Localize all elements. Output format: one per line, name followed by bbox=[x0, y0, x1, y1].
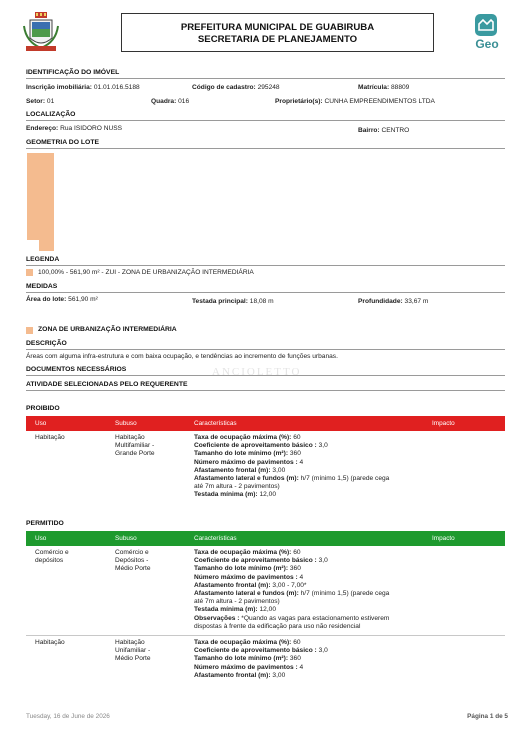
characteristic-line bbox=[194, 615, 424, 623]
characteristic-label: Coeficiente de aproveitamento básico : bbox=[194, 557, 317, 565]
characteristic-value: *Quando as vagas para estacionamento estiverem bbox=[241, 614, 390, 622]
cell-caracteristicas bbox=[194, 434, 424, 500]
characteristic-label: Tamanho do lote mínimo (m²): bbox=[194, 565, 289, 573]
section-documentos-title: DOCUMENTOS NECESSÁRIOS bbox=[26, 366, 127, 373]
section-localizacao-title: LOCALIZAÇÃO bbox=[26, 111, 76, 118]
proibido-table-header bbox=[26, 416, 505, 431]
characteristic-value: 3,00 bbox=[272, 466, 286, 474]
characteristic-label: Observações : bbox=[194, 614, 240, 622]
characteristic-label: Afastamento lateral e fundos (m): bbox=[194, 475, 299, 483]
section-identificacao-title: IDENTIFICAÇÃO DO IMÓVEL bbox=[26, 69, 120, 76]
characteristic-value: 3,00 - 7,00* bbox=[272, 581, 307, 589]
characteristic-label: Afastamento frontal (m): bbox=[194, 466, 271, 474]
section-atividade-title: ATIVIDADE SELECIONADAS PELO REQUERENTE bbox=[26, 381, 188, 388]
matricula-field: Matrícula: 88809 bbox=[358, 84, 410, 91]
characteristic-label: Testada mínima (m): bbox=[194, 606, 258, 614]
characteristic-value: 3,0 bbox=[318, 647, 328, 655]
divider bbox=[26, 148, 505, 149]
characteristic-line bbox=[194, 491, 424, 499]
characteristic-line bbox=[194, 647, 424, 655]
characteristic-line bbox=[194, 459, 424, 467]
characteristic-value: 60 bbox=[293, 549, 301, 556]
characteristic-line bbox=[194, 672, 424, 680]
cell-subuso-line: Médio Porte bbox=[115, 565, 151, 573]
characteristic-value: dispostas à frente da edificação para uso não residencial bbox=[194, 622, 361, 630]
header-subtitle: SECRETARIA DE PLANEJAMENTO bbox=[197, 33, 358, 45]
characteristic-value: h/7 (mínimo 1,5) (parede cega bbox=[300, 590, 390, 598]
legend-item: 100,00% - 561,90 m² - ZUI - ZONA DE URBANIZAÇÃO INTERMEDIÁRIA bbox=[38, 269, 254, 276]
characteristic-line bbox=[194, 549, 424, 557]
divider bbox=[26, 78, 505, 79]
characteristic-line bbox=[194, 606, 424, 614]
col-subuso: Subuso bbox=[115, 535, 137, 542]
characteristic-line bbox=[194, 475, 424, 483]
col-uso: Uso bbox=[35, 535, 47, 542]
cell-uso-line: Habitação bbox=[35, 434, 65, 441]
characteristic-label: Taxa de ocupação máxima (%): bbox=[194, 549, 292, 556]
characteristic-line bbox=[194, 450, 424, 458]
characteristic-label: Tamanho do lote mínimo (m²): bbox=[194, 450, 289, 458]
cell-subuso-line: Multifamiliar - bbox=[115, 442, 155, 450]
characteristic-line bbox=[194, 582, 424, 590]
legend-swatch bbox=[26, 269, 33, 276]
characteristic-value: 60 bbox=[293, 434, 301, 441]
characteristic-value: até 7m altura - 2 pavimentos) bbox=[194, 598, 280, 606]
cell-caracteristicas bbox=[194, 549, 424, 631]
characteristic-line bbox=[194, 590, 424, 598]
characteristic-value: 12,00 bbox=[259, 491, 276, 499]
divider bbox=[26, 349, 505, 350]
cell-subuso-line: Comércio e bbox=[115, 549, 149, 556]
characteristic-value: 360 bbox=[289, 450, 301, 458]
characteristic-label: Número máximo de pavimentos : bbox=[194, 573, 298, 581]
divider bbox=[26, 292, 505, 293]
cell-subuso-line: Unifamiliar - bbox=[115, 647, 151, 655]
characteristic-label: Tamanho do lote mínimo (m²): bbox=[194, 655, 289, 663]
cell-subuso-line: Médio Porte bbox=[115, 655, 151, 663]
section-descricao-title: DESCRIÇÃO bbox=[26, 340, 67, 347]
divider bbox=[26, 120, 505, 121]
col-impacto: Impacto bbox=[432, 420, 455, 427]
footer-date: Tuesday, 16 de June de 2026 bbox=[26, 713, 110, 720]
characteristic-line bbox=[194, 442, 424, 450]
row-divider bbox=[26, 635, 505, 636]
cell-subuso bbox=[115, 549, 185, 574]
section-geometria-title: GEOMETRIA DO LOTE bbox=[26, 139, 100, 146]
cell-uso-line: Habitação bbox=[35, 639, 65, 646]
cell-subuso bbox=[115, 434, 185, 459]
codigo-field: Código de cadastro: 295248 bbox=[192, 84, 280, 91]
header-title: PREFEITURA MUNICIPAL DE GUABIRUBA bbox=[180, 22, 375, 33]
geo-logo bbox=[464, 12, 510, 52]
zone-swatch bbox=[26, 327, 33, 334]
characteristic-label: Afastamento frontal (m): bbox=[194, 581, 271, 589]
characteristic-value: 360 bbox=[289, 565, 301, 573]
characteristic-line bbox=[194, 664, 424, 672]
characteristic-label: Afastamento lateral e fundos (m): bbox=[194, 590, 299, 598]
cell-uso bbox=[35, 434, 105, 442]
col-caracteristicas: Características bbox=[194, 535, 237, 542]
zone-title: ZONA DE URBANIZAÇÃO INTERMEDIÁRIA bbox=[38, 326, 177, 333]
characteristic-label: Coeficiente de aproveitamento básico : bbox=[194, 442, 317, 450]
permitido-table-header bbox=[26, 531, 505, 546]
cell-uso-line: Comércio e bbox=[35, 549, 69, 556]
characteristic-value: 4 bbox=[299, 663, 304, 671]
cell-subuso bbox=[115, 639, 185, 664]
characteristic-line bbox=[194, 655, 424, 663]
cell-subuso-line: Depósitos - bbox=[115, 557, 149, 565]
characteristic-value: 3,00 bbox=[272, 671, 286, 679]
characteristic-label: Número máximo de pavimentos : bbox=[194, 458, 298, 466]
document-header bbox=[121, 13, 434, 52]
section-legenda-title: LEGENDA bbox=[26, 256, 60, 263]
quadra-field: Quadra: 016 bbox=[151, 98, 190, 105]
endereco-field: Endereço: Rua ISIDORO NUSS bbox=[26, 125, 123, 132]
testada-field: Testada principal: 18,08 m bbox=[192, 298, 274, 305]
characteristic-value: 3,0 bbox=[318, 442, 328, 450]
cell-subuso-line: Habitação bbox=[115, 434, 145, 441]
characteristic-line bbox=[194, 574, 424, 582]
characteristic-value: 360 bbox=[289, 655, 301, 663]
proprietario-field: Proprietário(s): CUNHA EMPREENDIMENTOS LTDA bbox=[275, 98, 435, 105]
characteristic-value: h/7 (mínimo 1,5) (parede cega bbox=[300, 475, 390, 483]
lot-geometry-shape bbox=[26, 153, 56, 251]
characteristic-label: Taxa de ocupação máxima (%): bbox=[194, 434, 292, 441]
characteristic-value: 3,0 bbox=[318, 557, 328, 565]
col-caracteristicas: Características bbox=[194, 420, 237, 427]
footer-page-number: Página 1 de 5 bbox=[467, 713, 508, 720]
characteristic-value: 12,00 bbox=[259, 606, 276, 614]
characteristic-value: 4 bbox=[299, 573, 304, 581]
characteristic-line bbox=[194, 565, 424, 573]
characteristic-label: Coeficiente de aproveitamento básico : bbox=[194, 647, 317, 655]
characteristic-line bbox=[194, 557, 424, 565]
characteristic-line bbox=[194, 639, 424, 647]
area-field: Área do lote: 561,90 m² bbox=[26, 296, 98, 303]
characteristic-line bbox=[194, 467, 424, 475]
col-uso: Uso bbox=[35, 420, 47, 427]
col-subuso: Subuso bbox=[115, 420, 137, 427]
divider bbox=[26, 390, 505, 391]
characteristic-value: até 7m altura - 2 pavimentos) bbox=[194, 483, 280, 491]
cell-uso bbox=[35, 549, 105, 565]
cell-subuso-line: Grande Porte bbox=[115, 450, 155, 458]
section-medidas-title: MEDIDAS bbox=[26, 283, 58, 290]
characteristic-line bbox=[194, 434, 424, 442]
characteristic-value: 60 bbox=[293, 639, 301, 646]
characteristic-line bbox=[194, 483, 424, 491]
profundidade-field: Profundidade: 33,67 m bbox=[358, 298, 429, 305]
cell-uso-line: depósitos bbox=[35, 557, 64, 565]
watermark: ANCIOLETTO bbox=[212, 366, 302, 378]
characteristic-label: Afastamento frontal (m): bbox=[194, 671, 271, 679]
proibido-title: PROIBIDO bbox=[26, 405, 60, 412]
characteristic-label: Número máximo de pavimentos : bbox=[194, 663, 298, 671]
divider bbox=[26, 265, 505, 266]
municipal-coat-of-arms-logo bbox=[22, 12, 60, 54]
permitido-title: PERMITIDO bbox=[26, 520, 64, 527]
inscricao-field: Inscrição imobiliária: 01.01.016.5188 bbox=[26, 84, 140, 91]
cell-uso bbox=[35, 639, 105, 647]
characteristic-line bbox=[194, 598, 424, 606]
characteristic-label: Testada mínima (m): bbox=[194, 491, 258, 499]
cell-subuso-line: Habitação bbox=[115, 639, 145, 646]
geo-logo-text: Geo bbox=[475, 37, 499, 51]
col-impacto: Impacto bbox=[432, 535, 455, 542]
characteristic-value: 4 bbox=[299, 458, 304, 466]
characteristic-line bbox=[194, 623, 424, 631]
zone-description: Áreas com alguma infra-estrutura e com baixa ocupação, e tendências ao incremento de funções urbanas. bbox=[26, 353, 338, 360]
bairro-field: Bairro: CENTRO bbox=[358, 127, 410, 134]
characteristic-label: Taxa de ocupação máxima (%): bbox=[194, 639, 292, 646]
setor-field: Setor: 01 bbox=[26, 98, 55, 105]
cell-caracteristicas bbox=[194, 639, 424, 680]
